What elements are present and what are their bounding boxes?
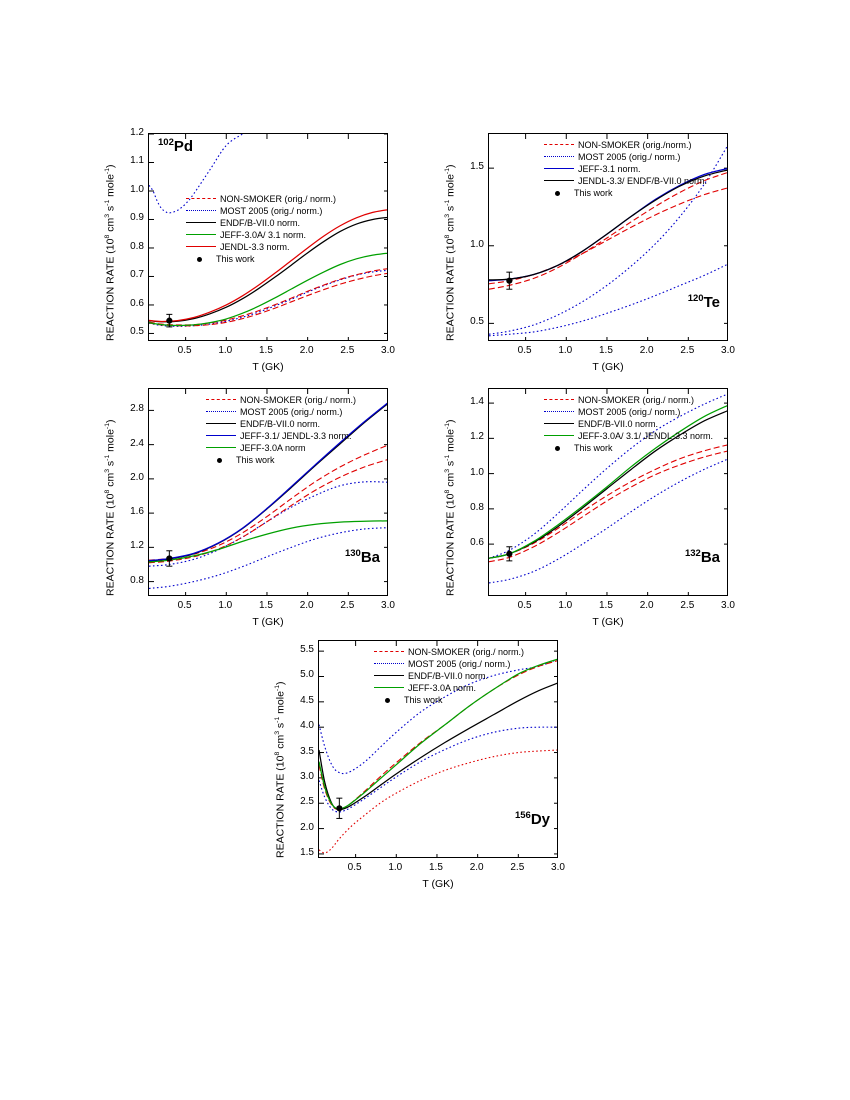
panel-ba132-legend-label: This work [574, 443, 613, 453]
panel-dy156-legend-item [374, 694, 564, 706]
panel-te120-x-axis-title: T (GK) [592, 361, 624, 373]
panel-dy156-x-axis-title: T (GK) [422, 878, 454, 890]
panel-ba132-x-axis-title: T (GK) [592, 616, 624, 628]
panel-te120-xtick: 1.0 [558, 345, 573, 356]
panel-ba132-xtick: 0.5 [517, 600, 532, 611]
panel-te120-xtick: 1.5 [599, 345, 613, 356]
panel-ba130-xtick: 1.0 [218, 600, 233, 611]
panel-ba132-ytick: 0.6 [470, 537, 484, 549]
line-sample-icon [186, 218, 216, 228]
panel-te120-legend-item [544, 139, 734, 151]
line-sample-icon [374, 671, 404, 681]
line-sample-icon [544, 407, 574, 417]
panel-te120-legend-item [544, 187, 734, 199]
panel-ba132-ytick: 1.2 [470, 431, 484, 443]
curve-non-smoker-orig- [319, 750, 558, 853]
panel-te120-xtick: 2.5 [680, 345, 695, 356]
line-sample-icon [374, 647, 404, 657]
panel-ba132-xtick: 3.0 [721, 600, 735, 611]
line-sample-icon [206, 443, 236, 453]
panel-ba130-ytick: 1.2 [130, 540, 144, 552]
panel-dy156-legend-label: NON-SMOKER (orig./ norm.) [408, 647, 525, 657]
panel-te120-legend-label: JEFF-3.1 norm. [578, 164, 641, 174]
panel-ba132-y-axis-title: REACTION RATE ($10^8$ $cm^3$ $s^{-1}$ mole$^{-1}$) [444, 419, 457, 596]
panel-te120-ytick: 1.5 [470, 161, 484, 173]
panel-ba130-ytick: 1.6 [130, 506, 144, 518]
panel-pd102-legend-label: ENDF/B-VII.0 norm. [220, 218, 301, 228]
panel-pd102-xtick: 1.0 [218, 345, 233, 356]
this-work-datapoint [336, 798, 342, 818]
line-sample-icon [544, 164, 574, 174]
panel-dy156-legend-item [374, 658, 564, 670]
panel-pd102-ytick: 0.5 [130, 326, 144, 338]
panel-ba130-x-axis-title: T (GK) [252, 616, 284, 628]
panel-dy156-ytick: 5.5 [300, 644, 314, 656]
panel-ba132-ytick: 1.0 [470, 466, 484, 478]
panel-ba132-legend-item [544, 418, 740, 430]
panel-ba132-legend-label: NON-SMOKER (orig./ norm.) [578, 395, 695, 405]
panel-dy156-xtick: 1.0 [388, 862, 403, 873]
panel-pd102-legend-label: MOST 2005 (orig./ norm.) [220, 206, 323, 216]
datapoint-marker-icon [544, 188, 574, 198]
panel-dy156-ytick: 2.0 [300, 821, 314, 833]
line-sample-icon [206, 431, 236, 441]
panel-te120-legend-item [544, 175, 734, 187]
curve-non-smoker-orig- [149, 273, 388, 326]
line-sample-icon [544, 140, 574, 150]
panel-ba130-ytick: 2.4 [130, 437, 144, 449]
panel-ba130-ytick: 0.8 [130, 574, 144, 586]
curve-non-smoker-norm- [489, 445, 728, 559]
panel-ba130-xtick: 2.5 [340, 600, 355, 611]
panel-pd102-y-axis-title: REACTION RATE ($10^8$ $cm^3$ $s^{-1}$ mole$^{-1}$) [104, 164, 117, 341]
panel-dy156-legend-item [374, 670, 564, 682]
panel-ba130-legend-label: NON-SMOKER (orig./ norm.) [240, 395, 357, 405]
line-sample-icon [544, 419, 574, 429]
panel-pd102-legend-item [186, 253, 366, 265]
panel-pd102-legend-label: NON-SMOKER (orig./ norm.) [220, 194, 337, 204]
panel-ba132-ytick: 0.8 [470, 501, 484, 513]
datapoint-marker-icon [206, 455, 236, 465]
panel-pd102-ytick: 1.1 [130, 155, 144, 167]
panel-dy156-xtick: 3.0 [551, 862, 565, 873]
panel-dy156-legend [374, 646, 564, 706]
panel-dy156-legend-label: MOST 2005 (orig./ norm.) [408, 659, 511, 669]
panel-dy156-isotope-label: $^{156}$Dy [514, 810, 550, 828]
panel-te120-y-axis-title: REACTION RATE ($10^8$ $cm^3$ $s^{-1}$ mole$^{-1}$) [444, 164, 457, 341]
line-sample-icon [544, 395, 574, 405]
panel-ba132-legend-label: MOST 2005 (orig./ norm.) [578, 407, 681, 417]
panel-pd102-xtick: 0.5 [177, 345, 192, 356]
panel-pd102-legend-item [186, 241, 366, 253]
datapoint-marker-icon [544, 443, 574, 453]
panel-te120-legend-label: JENDL-3.3/ ENDF/B-VII.0 norm. [578, 176, 708, 186]
panel-dy156-ytick: 5.0 [300, 669, 314, 681]
panel-ba132-xtick: 1.5 [599, 600, 613, 611]
panel-dy156-legend-item [374, 646, 564, 658]
line-sample-icon [186, 242, 216, 252]
curve-non-smoker-norm- [149, 268, 388, 324]
panel-ba130-xtick: 3.0 [381, 600, 395, 611]
panel-pd102-ytick: 1.2 [130, 127, 144, 138]
panel-ba132-xtick: 2.0 [639, 600, 654, 611]
panel-pd102-legend-label: JEFF-3.0A/ 3.1 norm. [220, 230, 307, 240]
line-sample-icon [544, 431, 574, 441]
panel-dy156-xtick: 2.5 [510, 862, 525, 873]
panel-dy156-ytick: 2.5 [300, 796, 314, 808]
panel-pd102-isotope-label: $^{102}$Pd [158, 137, 194, 155]
panel-ba130-legend-item [206, 430, 392, 442]
curve-non-smoker-orig- [489, 451, 728, 562]
panel-ba130-isotope-label: $^{130}$Ba [344, 548, 380, 566]
line-sample-icon [186, 230, 216, 240]
panel-ba130-legend [206, 394, 392, 466]
panel-dy156-ytick: 4.5 [300, 694, 314, 706]
line-sample-icon [206, 419, 236, 429]
panel-dy156-xtick: 0.5 [347, 862, 362, 873]
panel-dy156-legend-item [374, 682, 564, 694]
panel-ba132-legend-item [544, 430, 740, 442]
panel-ba132-legend-label: JEFF-3.0A/ 3.1/ JENDL-3.3 norm. [578, 431, 714, 441]
panel-ba130-xtick: 0.5 [177, 600, 192, 611]
panel-dy156-legend-label: JEFF-3.0A norm. [408, 683, 477, 693]
line-sample-icon [186, 206, 216, 216]
panel-pd102-xtick: 1.5 [259, 345, 273, 356]
panel-pd102-legend-item [186, 205, 366, 217]
panel-te120-ytick: 1.0 [470, 238, 484, 250]
panel-pd102-legend-item [186, 217, 366, 229]
line-sample-icon [206, 395, 236, 405]
panel-pd102-xtick: 2.5 [340, 345, 355, 356]
panel-ba132-xtick: 1.0 [558, 600, 573, 611]
curve-most-2005-norm- [319, 727, 558, 812]
panel-te120-legend-item [544, 163, 734, 175]
panel-pd102-ytick: 0.8 [130, 240, 144, 252]
panel-ba130-legend-label: ENDF/B-VII.0 norm. [240, 419, 321, 429]
panel-pd102-legend-label: JENDL-3.3 norm. [220, 242, 290, 252]
panel-pd102-legend [186, 193, 366, 265]
panel-ba132-legend-item [544, 442, 740, 454]
panel-ba132-xtick: 2.5 [680, 600, 695, 611]
line-sample-icon [544, 176, 574, 186]
panel-ba132-legend-label: ENDF/B-VII.0 norm. [578, 419, 659, 429]
panel-ba130-legend-item [206, 394, 392, 406]
panel-ba130-legend-label: JEFF-3.1/ JENDL-3.3 norm. [240, 431, 352, 441]
panel-te120-ytick: 0.5 [470, 316, 484, 328]
panel-dy156-ytick: 3.5 [300, 745, 314, 757]
panel-pd102-ytick: 1.0 [130, 183, 144, 195]
panel-dy156-legend-label: ENDF/B-VII.0 norm. [408, 671, 489, 681]
datapoint-marker-icon [186, 254, 216, 264]
panel-pd102-ytick: 0.7 [130, 269, 144, 281]
panel-pd102-xtick: 3.0 [381, 345, 395, 356]
line-sample-icon [374, 659, 404, 669]
panel-te120-xtick: 0.5 [517, 345, 532, 356]
line-sample-icon [206, 407, 236, 417]
panel-ba132-legend-item [544, 394, 740, 406]
panel-pd102-x-axis-title: T (GK) [252, 361, 284, 373]
panel-ba130-xtick: 2.0 [299, 600, 314, 611]
panel-ba130-legend-item [206, 418, 392, 430]
panel-ba132-ytick: 1.4 [470, 396, 484, 408]
line-sample-icon [374, 683, 404, 693]
panel-te120-legend-item [544, 151, 734, 163]
panel-ba130-y-axis-title: REACTION RATE ($10^8$ $cm^3$ $s^{-1}$ mole$^{-1}$) [104, 419, 117, 596]
panel-ba132-isotope-label: $^{132}$Ba [684, 548, 720, 566]
panel-ba130-legend-label: JEFF-3.0A norm [240, 443, 306, 453]
panel-ba130-ytick: 2.8 [130, 403, 144, 415]
panel-dy156-legend-label: This work [404, 695, 443, 705]
line-sample-icon [186, 194, 216, 204]
panel-pd102-xtick: 2.0 [299, 345, 314, 356]
panel-ba132-legend [544, 394, 740, 454]
line-sample-icon [544, 152, 574, 162]
panel-ba130-legend-label: MOST 2005 (orig./ norm.) [240, 407, 343, 417]
panel-ba132-legend-item [544, 406, 740, 418]
panel-dy156-ytick: 4.0 [300, 720, 314, 732]
panel-ba130-ytick: 2.0 [130, 471, 144, 483]
panel-pd102-legend-label: This work [216, 254, 255, 264]
panel-dy156-xtick: 1.5 [429, 862, 443, 873]
panel-pd102-ytick: 0.9 [130, 212, 144, 224]
panel-te120-legend-label: This work [574, 188, 613, 198]
panel-ba130-legend-item [206, 406, 392, 418]
panel-ba130-xtick: 1.5 [259, 600, 273, 611]
panel-te120-xtick: 2.0 [639, 345, 654, 356]
panel-te120-xtick: 3.0 [721, 345, 735, 356]
panel-pd102-legend-item [186, 193, 366, 205]
panel-te120-legend-label: NON-SMOKER (orig./norm.) [578, 140, 692, 150]
panel-dy156-y-axis-title: REACTION RATE ($10^8$ $cm^3$ $s^{-1}$ mole$^{-1}$) [274, 681, 287, 858]
datapoint-marker-icon [374, 695, 404, 705]
panel-te120-legend [544, 139, 734, 199]
panel-pd102-ytick: 0.6 [130, 297, 144, 309]
panel-dy156-ytick: 1.5 [300, 846, 314, 858]
panel-ba130-legend-item [206, 442, 392, 454]
this-work-datapoint [166, 551, 172, 566]
panel-dy156-ytick: 3.0 [300, 770, 314, 782]
panel-ba130-legend-item [206, 454, 392, 466]
panel-te120-legend-label: MOST 2005 (orig./ norm.) [578, 152, 681, 162]
panel-dy156-xtick: 2.0 [469, 862, 484, 873]
this-work-datapoint [506, 272, 512, 289]
panel-ba130-legend-label: This work [236, 455, 275, 465]
panel-pd102-legend-item [186, 229, 366, 241]
panel-te120-isotope-label: $^{120}$Te [687, 293, 720, 311]
